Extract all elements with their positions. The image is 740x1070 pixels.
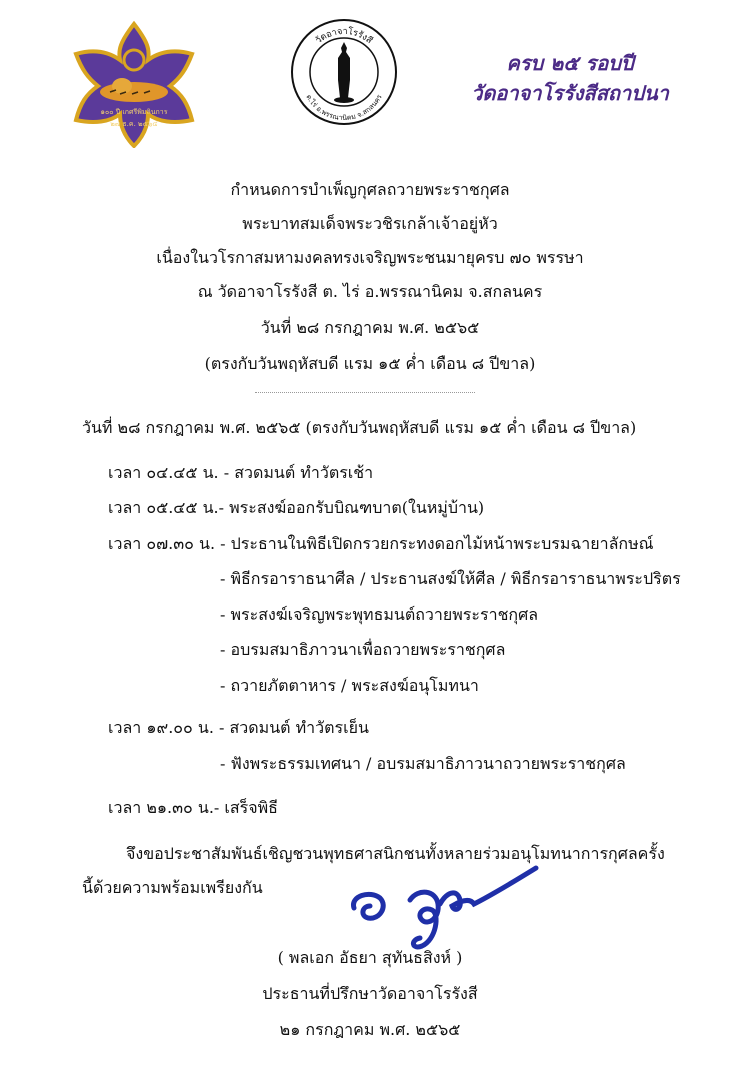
- schedule-item: เวลา ๒๑.๓๐ น.- เสร็จพิธี: [108, 798, 278, 817]
- temple-centennial-emblem: [70, 20, 198, 148]
- temple-seal-logo: [290, 18, 398, 126]
- date-line: วันที่ ๒๘ กรกฎาคม พ.ศ. ๒๕๖๕ (ตรงกับวันพฤหัสบดี แรม ๑๕ ค่ำ เดือน ๘ ปีขาล): [82, 418, 637, 437]
- title-line-1: กำหนดการบำเพ็ญกุศลถวายพระราชกุศล: [230, 180, 510, 199]
- anniversary-line1: ครบ ๒๕ รอบปี: [506, 51, 634, 75]
- schedule-subitem: - พระสงฆ์เจริญพระพุทธมนต์ถวายพระราชกุศล: [220, 605, 539, 624]
- signatory-position: ประธานที่ปรึกษาวัดอาจาโรรังสี: [262, 984, 478, 1003]
- anniversary-line2: วัดอาจาโรรังสีสถาปนา: [471, 81, 669, 105]
- emblem-text-line1: ๑๐๐ ปี เกศรีพิมลินการ: [100, 108, 168, 116]
- schedule-subitem: - ฟังพระธรรมเทศนา / อบรมสมาธิภาวนาถวายพระราชกุศล: [220, 754, 626, 773]
- seal-text-bottom: ต.ไร่ อ.พรรณานิคม จ.สกลนคร: [304, 93, 384, 123]
- schedule-item: เวลา ๐๗.๓๐ น. - ประธานในพิธีเปิดกรวยกระทงดอกไม้หน้าพระบรมฉายาลักษณ์: [108, 534, 654, 553]
- separator-line: [255, 392, 475, 393]
- emblem-text-line2: ๒๗ ธ.ค. ๒๕๖๔: [110, 120, 158, 128]
- title-line-2: พระบาทสมเด็จพระวชิรเกล้าเจ้าอยู่หัว: [242, 214, 498, 233]
- schedule-subitem: - ถวายภัตตาหาร / พระสงฆ์อนุโมทนา: [220, 676, 479, 695]
- title-line-3: เนื่องในวโรกาสมหามงคลทรงเจริญพระชนมายุครบ ๗๐ พรรษา: [156, 248, 584, 267]
- signature-date: ๒๑ กรกฎาคม พ.ศ. ๒๕๖๕: [279, 1020, 461, 1039]
- seal-text-top: วัดอาจาโรรังสี: [313, 26, 375, 47]
- title-line-5: วันที่ ๒๘ กรกฎาคม พ.ศ. ๒๕๖๕: [260, 318, 480, 337]
- schedule-subitem: - พิธีกรอาราธนาศีล / ประธานสงฆ์ให้ศีล / พิธีกรอาราธนาพระปริตร: [220, 569, 681, 588]
- schedule-item: เวลา ๐๕.๔๕ น.- พระสงฆ์ออกรับบิณฑบาต(ในหมู่บ้าน): [108, 498, 485, 517]
- schedule-subitem: - อบรมสมาธิภาวนาเพื่อถวายพระราชกุศล: [220, 640, 506, 659]
- title-line-4: ณ วัดอาจาโรรังสี ต. ไร่ อ.พรรณานิคม จ.สกลนคร: [197, 282, 543, 301]
- schedule-item: เวลา ๐๔.๔๕ น. - สวดมนต์ ทำวัตรเช้า: [108, 463, 374, 482]
- anniversary-heading: [470, 48, 670, 108]
- signatory-name: ( พลเอก อัธยา สุทันธสิงห์ ): [277, 948, 463, 967]
- title-line-6: (ตรงกับวันพฤหัสบดี แรม ๑๕ ค่ำ เดือน ๘ ปีขาล): [204, 354, 536, 373]
- signature-scribble: [340, 860, 540, 960]
- invitation-line-2: นี้ด้วยความพร้อมเพรียงกัน: [82, 878, 263, 897]
- schedule-item: เวลา ๑๙.๐๐ น. - สวดมนต์ ทำวัตรเย็น: [108, 718, 369, 737]
- invitation-line-1: จึงขอประชาสัมพันธ์เชิญชวนพุทธศาสนิกชนทั้งหลายร่วมอนุโมทนาการกุศลครั้ง: [126, 844, 665, 863]
